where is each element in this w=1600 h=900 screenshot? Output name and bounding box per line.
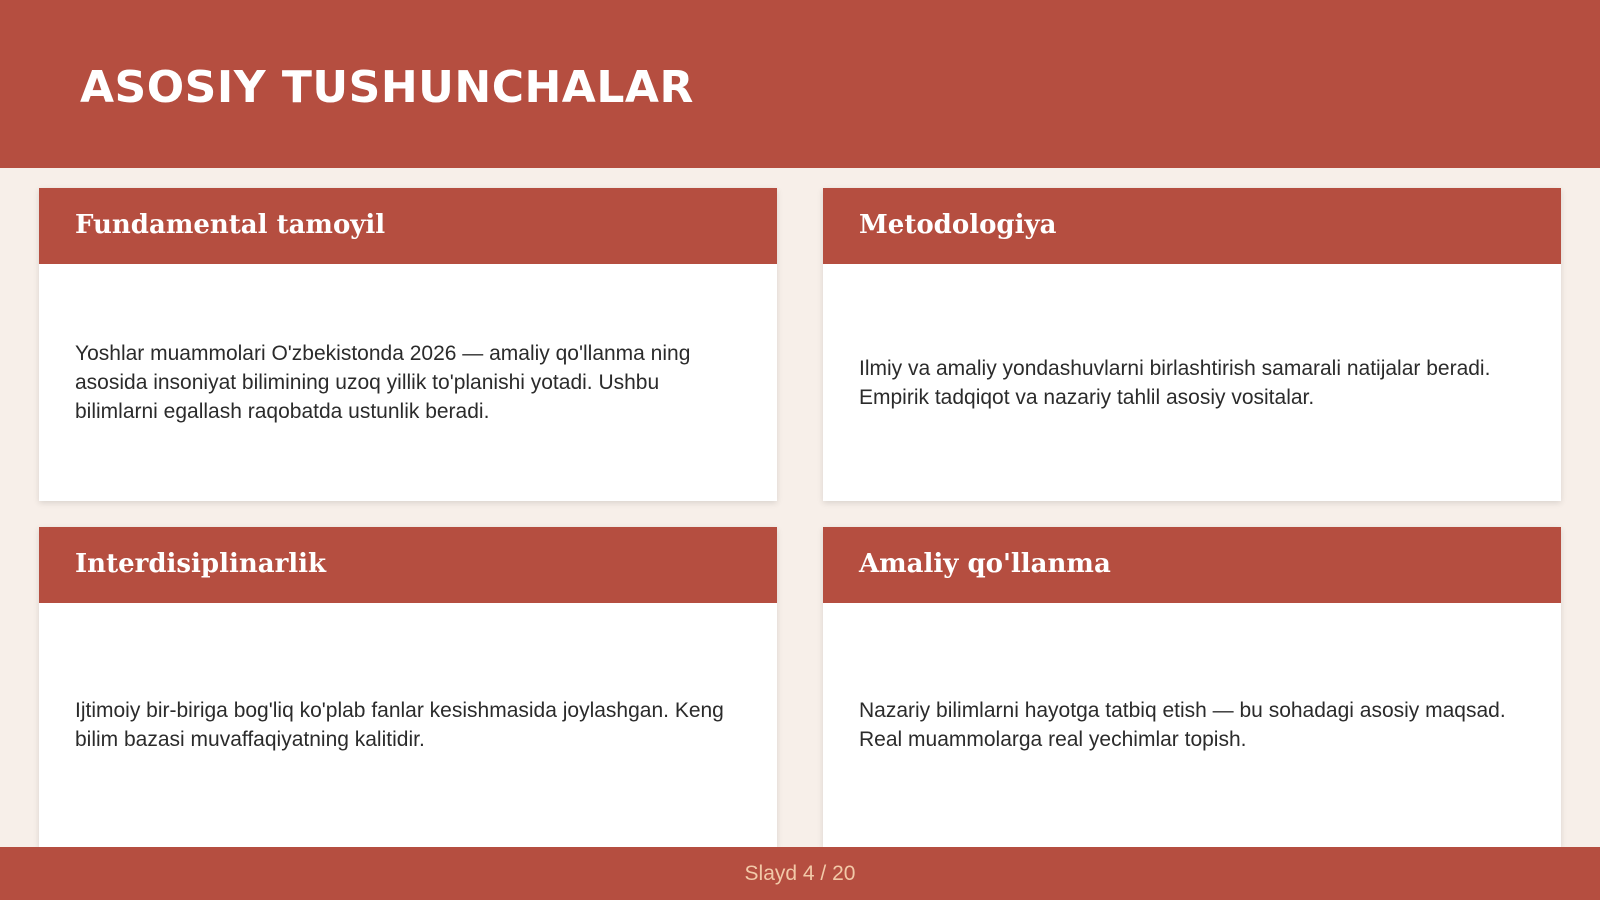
card-text: Yoshlar muammolari O'zbekistonda 2026 — amaliy qo'llanma ning asosida insoniyat bilimining uzoq yillik to'planishi yotadi. Ushbu bilimlarni egallash raqobatda ustunlik beradi.	[75, 342, 691, 423]
concept-card-practical	[823, 527, 1561, 847]
card-title: Amaliy qo'llanma	[859, 549, 1111, 579]
slide-footer	[0, 847, 1600, 900]
card-title: Interdisiplinarlik	[75, 549, 327, 579]
card-body	[859, 264, 1525, 501]
concept-card-methodology	[823, 188, 1561, 501]
card-body	[859, 603, 1525, 847]
concept-card-interdisciplinary	[39, 527, 777, 847]
card-body	[75, 264, 741, 501]
card-text: Nazariy bilimlarni hayotga tatbiq etish — bu sohadagi asosiy maqsad. Real muammolarga real yechimlar topish.	[859, 699, 1506, 751]
card-title: Metodologiya	[859, 210, 1057, 240]
card-body	[75, 603, 741, 847]
slide-header	[0, 0, 1600, 168]
slide-title: ASOSIY TUSHUNCHALAR	[80, 62, 694, 113]
card-title: Fundamental tamoyil	[75, 210, 386, 240]
card-header	[39, 188, 777, 264]
card-header	[823, 527, 1561, 603]
card-text: Ilmiy va amaliy yondashuvlarni birlashtirish samarali natijalar beradi. Empirik tadqiqot va nazariy tahlil asosiy vositalar.	[859, 356, 1491, 409]
card-header	[823, 188, 1561, 264]
card-text: Ijtimoiy bir-biriga bog'liq ko'plab fanlar kesishmasida joylashgan. Keng bilim bazasi muvaffaqiyatning kalitidir.	[75, 699, 724, 751]
concept-card-fundamental	[39, 188, 777, 501]
card-header	[39, 527, 777, 603]
slide-counter: Slayd 4 / 20	[744, 862, 856, 885]
